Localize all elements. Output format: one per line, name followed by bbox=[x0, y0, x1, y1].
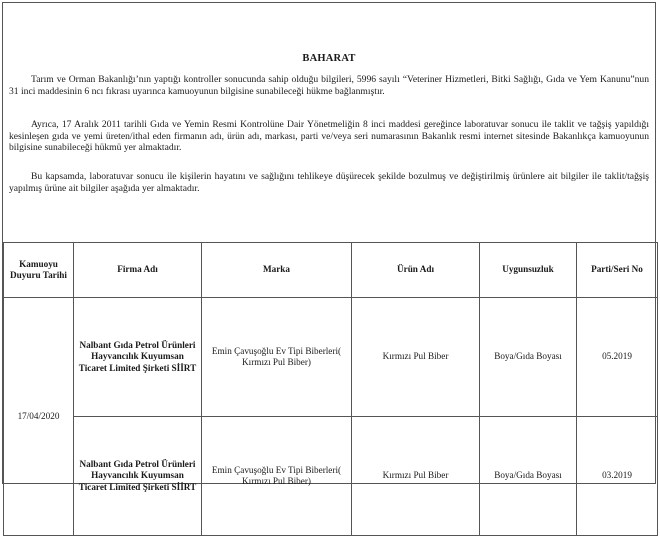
document-page bbox=[2, 2, 656, 492]
cell-announcement-date: 17/04/2020 bbox=[4, 298, 74, 536]
header-product: Ürün Adı bbox=[352, 243, 480, 298]
header-batch: Parti/Seri No bbox=[577, 243, 658, 298]
cell-product: Kırmızı Pul Biber bbox=[352, 417, 480, 536]
header-brand: Marka bbox=[202, 243, 352, 298]
cell-firm: Nalbant Gıda Petrol Ürünleri Hayvancılık Kuyumsan Ticaret Limited Şirketi SİİRT bbox=[74, 298, 202, 417]
table-row bbox=[4, 417, 658, 536]
paragraph-legal-basis: Tarım ve Orman Bakanlığı’nın yaptığı kontroller sonucunda sahip olduğu bilgileri, 5996 sayılı “Veteriner Hizmetleri, Bitki Sağlığı, Gıda ve Yem Kanunu”nun 31 inci maddesinin 6 ncı fıkrası uyarınca kamuoyunun bilgisine sunabileceği hükme bağlanmıştır. bbox=[9, 74, 649, 97]
cell-brand: Emin Çavuşoğlu Ev Tipi Biberleri( Kırmızı Pul Biber) bbox=[202, 298, 352, 417]
document-title: BAHARAT bbox=[302, 53, 356, 64]
cell-brand: Emin Çavuşoğlu Ev Tipi Biberleri( Kırmızı Pul Biber) bbox=[202, 417, 352, 536]
cell-batch: 05.2019 bbox=[577, 298, 658, 417]
cell-batch: 03.2019 bbox=[577, 417, 658, 536]
cell-firm: Nalbant Gıda Petrol Ürünleri Hayvancılık Kuyumsan Ticaret Limited Şirketi SİİRT bbox=[74, 417, 202, 536]
table-row bbox=[4, 298, 658, 417]
paragraph-regulation: Ayrıca, 17 Aralık 2011 tarihli Gıda ve Yemin Resmi Kontrolüne Dair Yönetmeliğin 8 inci maddesi gereğince laboratuvar sonucu ile taklit ve tağşiş yapıldığı kesinleşen gıda ve yemi üreten/ithal eden firmanın adı, ürün adı, markası, parti ve/veya seri numarasının Bakanlık resmi internet sitesinde Bakanlıkça kamuoyunun bilgisine sunabileceği hükmü yer almaktadır. bbox=[9, 119, 649, 154]
cell-compliance: Boya/Gıda Boyası bbox=[480, 298, 577, 417]
products-table bbox=[3, 242, 658, 536]
header-date: Kamuoyu Duyuru Tarihi bbox=[4, 243, 74, 298]
cell-product: Kırmızı Pul Biber bbox=[352, 298, 480, 417]
paragraph-scope: Bu kapsamda, laboratuvar sonucu ile kişilerin hayatını ve sağlığını tehlikeye düşürecek şekilde bozulmuş ve değiştirilmiş ürünlere ait bilgiler ile taklit/tağşiş yapılmış ürüne ait bilgiler aşağıda yer almaktadır. bbox=[9, 171, 649, 194]
header-compliance: Uygunsuzluk bbox=[480, 243, 577, 298]
cell-compliance: Boya/Gıda Boyası bbox=[480, 417, 577, 536]
header-firm: Firma Adı bbox=[74, 243, 202, 298]
table-header-row bbox=[4, 243, 658, 298]
